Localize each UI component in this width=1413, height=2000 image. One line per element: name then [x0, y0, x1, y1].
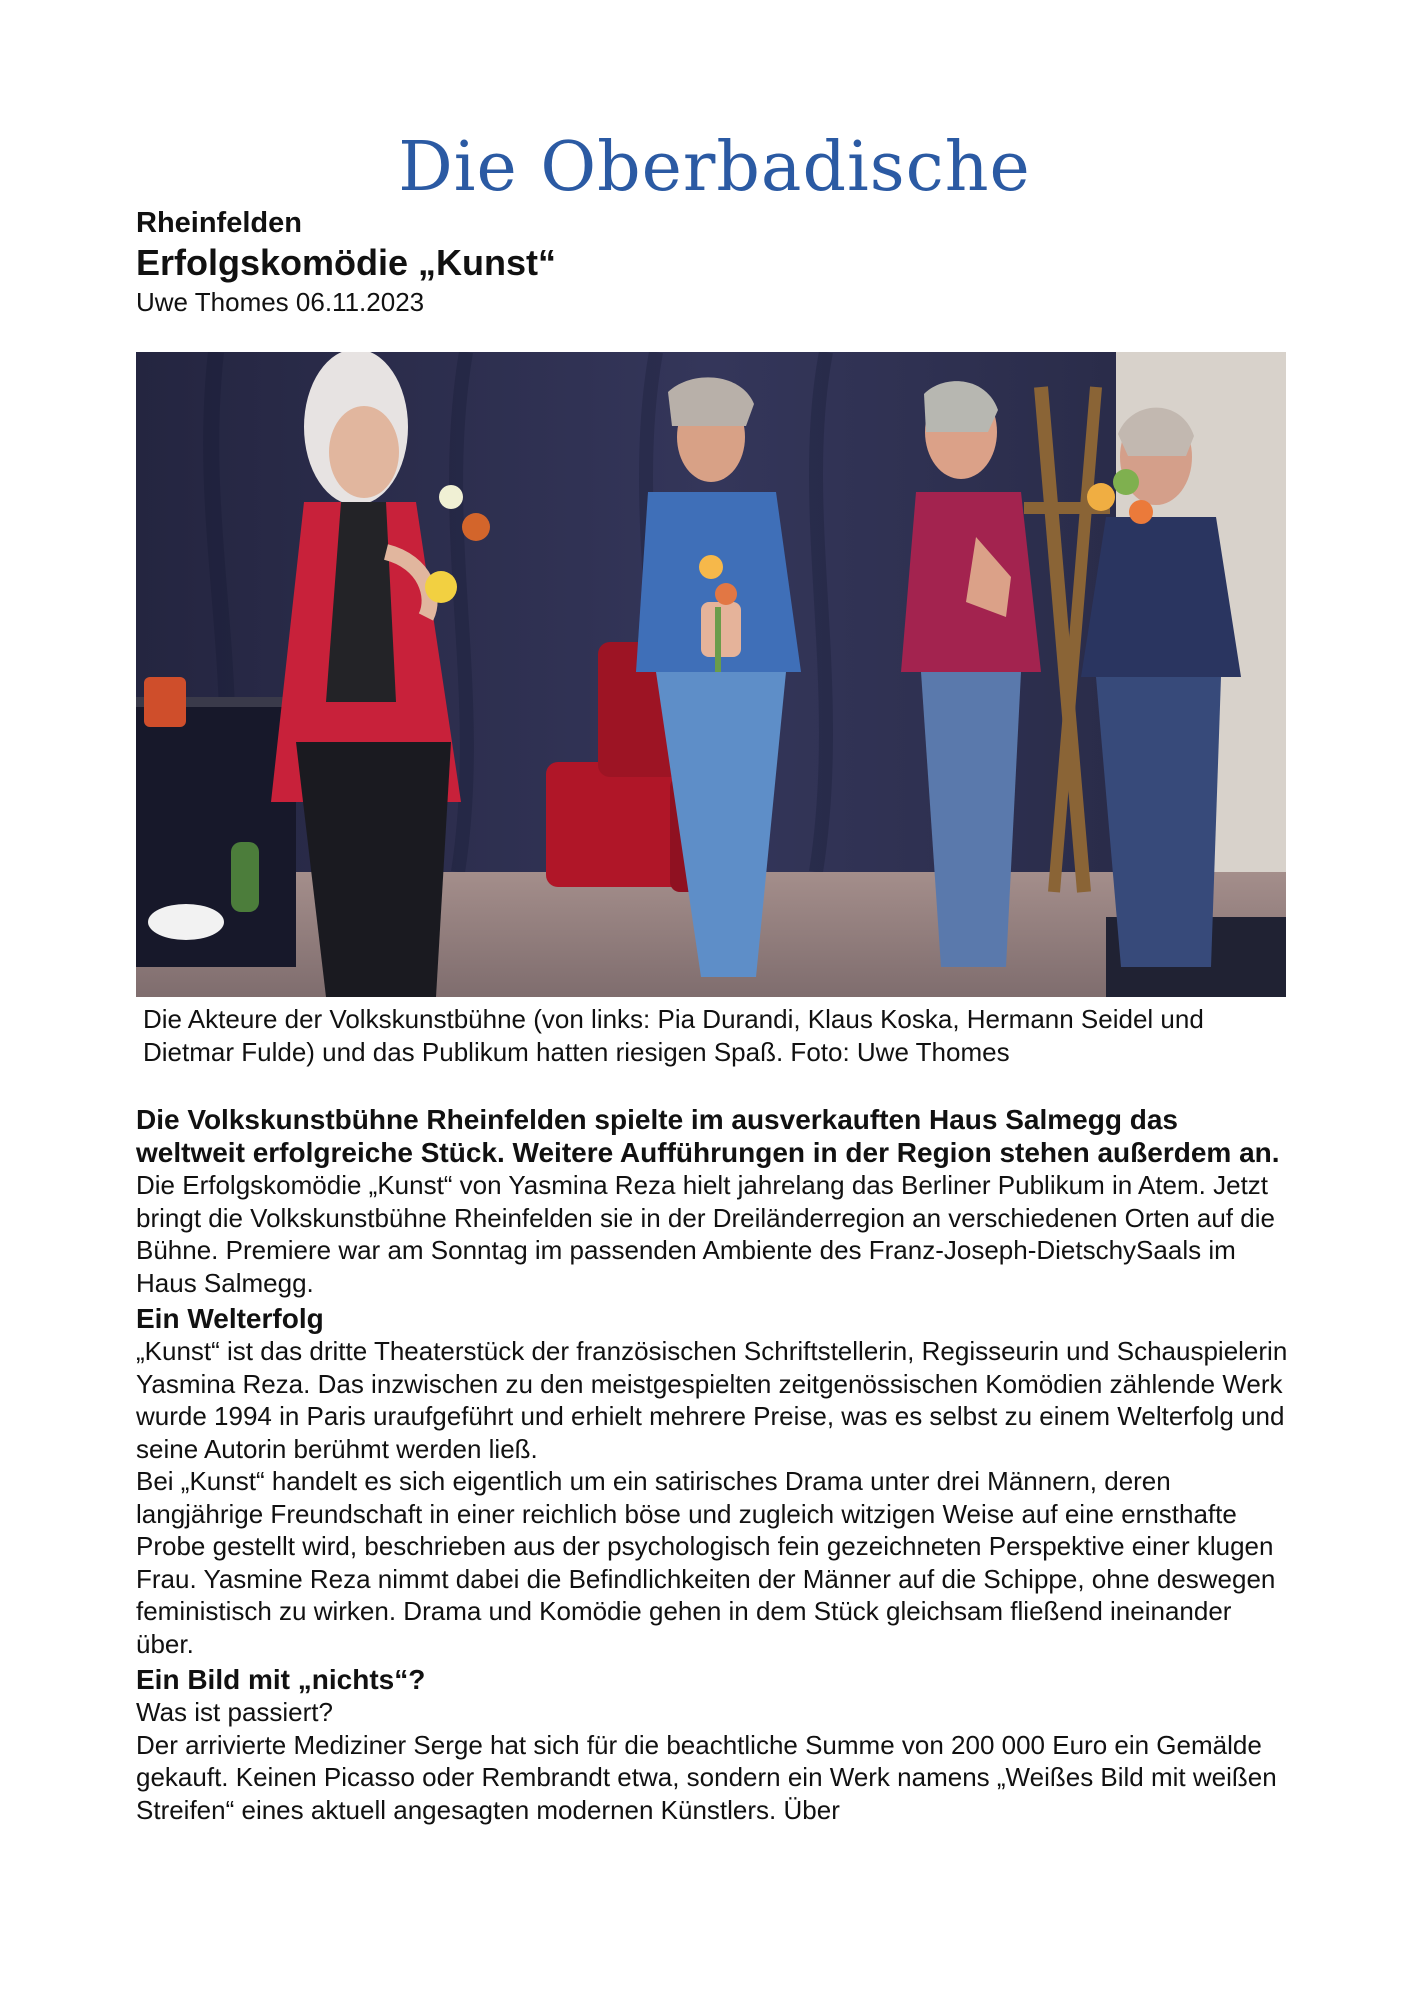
newspaper-masthead: [0, 128, 1413, 208]
article-byline: Uwe Thomes 06.11.2023: [136, 287, 425, 317]
paragraph-1: Die Erfolgskomödie „Kunst“ von Yasmina Reza hielt jahrelang das Berliner Publikum in Atem. Jetzt bringt die Volkskunstbühne Rheinfelden sie in der Dreiländerregion an verschiedenen Orten auf die Bühne. Premiere war am Sonntag im passenden Ambiente des Franz-Joseph-DietschySaals im Haus Salmegg.: [136, 1170, 1275, 1298]
subhead-bild-mit-nichts: Ein Bild mit „nichts“?: [136, 1664, 426, 1695]
paragraph-5: Der arrivierte Mediziner Serge hat sich für die beachtliche Summe von 200 000 Euro ein Gemälde gekauft. Keinen Picasso oder Rembrandt etwa, sondern ein Werk namens „Weißes Bild mit weißen Streifen“ eines aktuell angesagten modernen Künstlers. Über: [136, 1729, 1277, 1825]
article-body-section-3: [136, 1696, 1291, 1826]
photo-caption-text: Die Akteure der Volkskunstbühne (von links: Pia Durandi, Klaus Koska, Hermann Seidel und Dietmar Fulde) und das Publikum hatten riesigen Spaß. Foto: Uwe Thomes: [143, 1004, 1204, 1067]
stage-photo-illustration: [136, 352, 1286, 997]
article-body: [136, 1169, 1291, 1299]
article-body-section-2: [136, 1335, 1291, 1660]
paragraph-3: Bei „Kunst“ handelt es sich eigentlich um ein satirisches Drama unter drei Männern, deren langjährige Freundschaft in einer reichlich böse und zugleich witzigen Weise auf eine ernsthafte Probe gestellt wird, beschrieben aus der psychologisch fein gezeichneten Perspektive einer klugen Frau. Yasmine Reza nimmt dabei die Befindlichkeiten der Männer auf die Schippe, ohne deswegen feministisch zu wirken. Drama und Komödie gehen in dem Stück gleichsam fließend ineinander über.: [136, 1466, 1276, 1659]
article-section: Rheinfelden: [136, 207, 302, 239]
article-headline: Erfolgskomödie „Kunst“: [136, 242, 557, 283]
article-photo: [136, 352, 1286, 997]
article-lead: Die Volkskunstbühne Rheinfelden spielte im ausverkauften Haus Salmegg das weltweit erfolgreiche Stück. Weitere Aufführungen in der Region stehen außerdem an.: [136, 1104, 1280, 1168]
subhead-welterfolg: Ein Welterfolg: [136, 1303, 324, 1334]
paragraph-4: Was ist passiert?: [136, 1697, 333, 1727]
paragraph-2: „Kunst“ ist das dritte Theaterstück der französischen Schriftstellerin, Regisseurin und Schauspielerin Yasmina Reza. Das inzwischen zu den meistgespielten zeitgenössischen Komödien zählende Werk wurde 1994 in Paris uraufgeführt und erhielt mehrere Preise, was es selbst zu einem Welterfolg und seine Autorin berühmt werden ließ.: [136, 1336, 1288, 1464]
photo-caption: [136, 1003, 1291, 1069]
article: [136, 206, 1291, 1826]
masthead-title: Die Oberbadische: [398, 128, 1031, 207]
